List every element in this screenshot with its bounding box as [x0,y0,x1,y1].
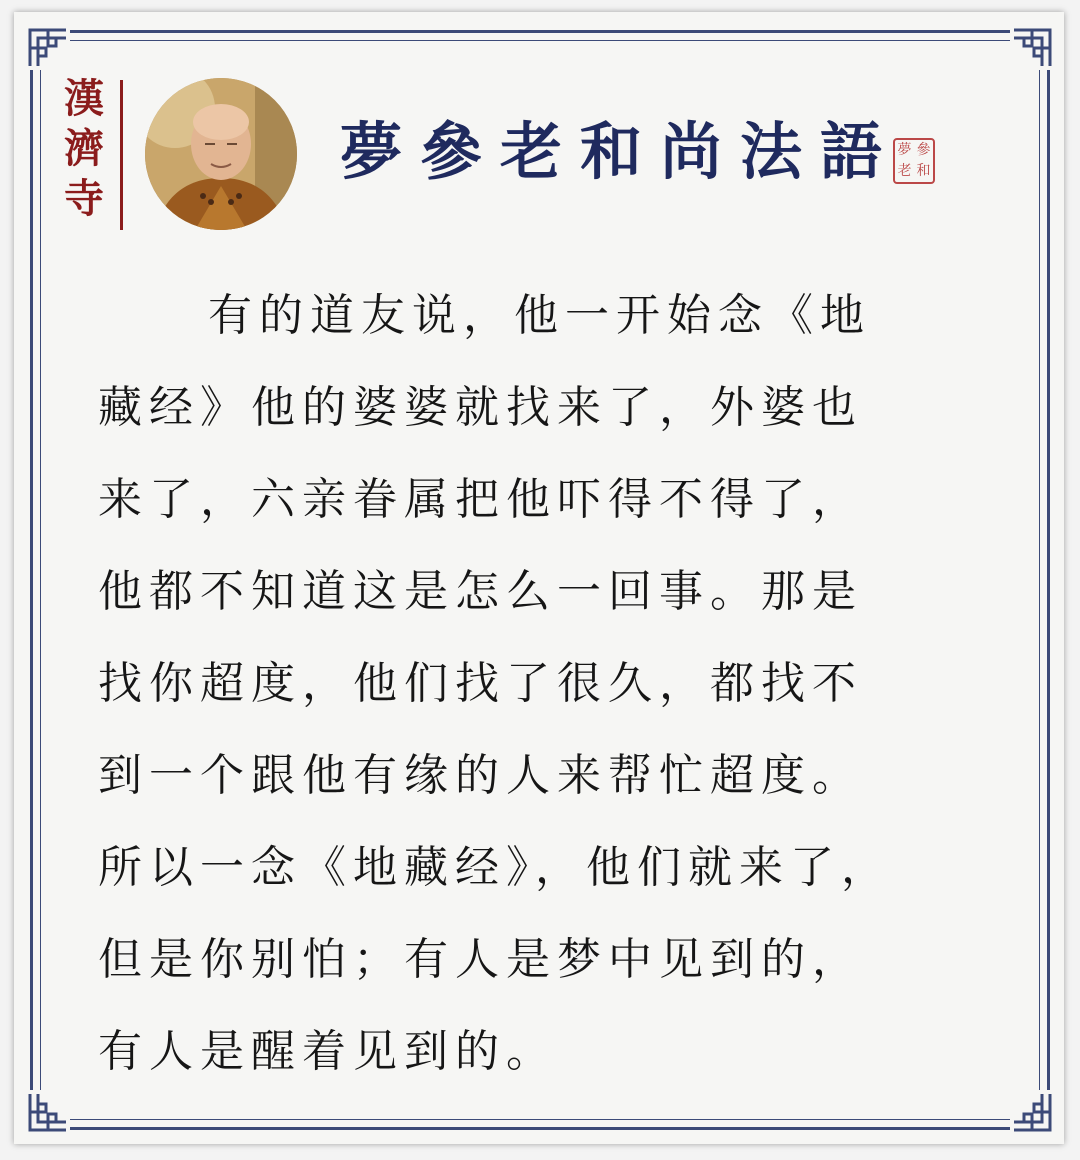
seal-char: 老 [897,163,912,179]
temple-name-char: 寺 [64,175,104,222]
text-line: 来了，六亲眷属把他吓得不得了， [98,474,863,525]
seal-char: 和 [916,163,931,179]
temple-divider [120,80,123,230]
seal-char: 夢 [897,142,912,158]
temple-name [62,74,106,224]
text-line: 找你超度，他们找了很久，都找不 [98,658,863,709]
corner-ornament-top-right [1010,26,1054,70]
dharma-talk-text [98,270,993,1098]
text-line: 藏经》他的婆婆就找来了，外婆也 [98,382,863,433]
temple-name-char: 濟 [64,125,104,172]
text-line: 到一个跟他有缘的人来帮忙超度。 [98,750,863,801]
monk-portrait-avatar [145,78,297,230]
text-line: 有的道友说，他一开始念《地 [208,290,871,341]
page-title: 夢參老和尚法語 [340,115,901,188]
seal-char: 參 [916,142,931,158]
text-line: 有人是醒着见到的。 [98,1026,557,1077]
temple-name-char: 漢 [64,75,104,122]
text-line: 但是你别怕；有人是梦中见到的， [98,934,863,985]
corner-ornament-bottom-left [26,1090,70,1134]
corner-ornament-bottom-right [1010,1090,1054,1134]
corner-ornament-top-left [26,26,70,70]
text-line: 他都不知道这是怎么一回事。那是 [98,566,863,617]
red-seal-stamp [893,138,935,184]
text-line: 所以一念《地藏经》，他们就来了， [98,842,892,893]
